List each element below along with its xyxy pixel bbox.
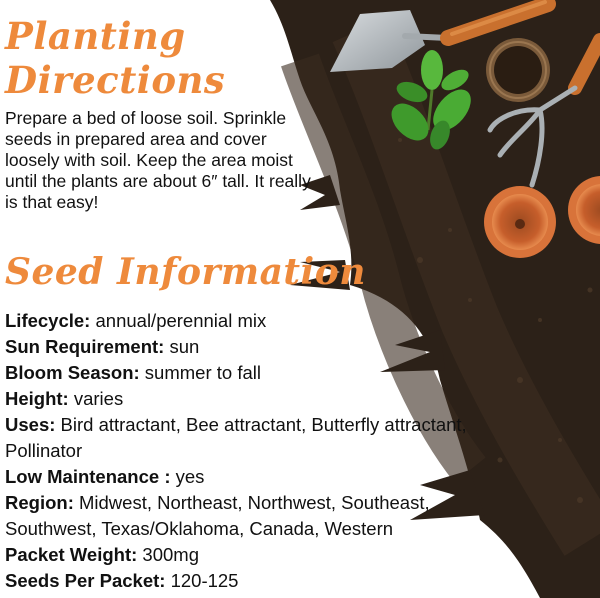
info-label: Region: (5, 492, 74, 513)
info-label: Low Maintenance : (5, 466, 171, 487)
info-value: summer to fall (139, 362, 261, 383)
info-value: varies (68, 388, 124, 409)
info-bloom-season (5, 360, 475, 386)
planting-title-line1: Planting (5, 14, 186, 58)
info-label: Seeds Per Packet: (5, 570, 166, 591)
info-label: Height: (5, 388, 69, 409)
info-label: Packet Weight: (5, 544, 138, 565)
info-seeds-per-packet (5, 568, 475, 594)
info-label: Sun Requirement: (5, 336, 165, 357)
info-uses (5, 412, 475, 464)
info-value: sun (164, 336, 200, 357)
info-value: Bird attractant, Bee attractant, Butterfly attractant, Pollinator (5, 414, 467, 461)
info-value: 120-125 (165, 570, 239, 591)
planting-directions-title (5, 14, 265, 102)
info-label: Lifecycle: (5, 310, 91, 331)
info-value: annual/perennial mix (90, 310, 267, 331)
info-region (5, 490, 475, 542)
info-value: yes (170, 466, 205, 487)
info-low-maintenance (5, 464, 475, 490)
info-value: 300mg (137, 544, 199, 565)
info-label: Bloom Season: (5, 362, 140, 383)
info-lifecycle (5, 308, 475, 334)
info-label: Uses: (5, 414, 56, 435)
seed-information-title: Seed Information (5, 251, 366, 293)
info-packet-weight (5, 542, 475, 568)
planting-title-line2: Directions (5, 58, 226, 102)
info-height (5, 386, 475, 412)
info-sun-requirement (5, 334, 475, 360)
planting-directions-text: Prepare a bed of loose soil. Sprinkle seeds in prepared area and cover loosely with soil. Keep the area moist until the plants are about 6″ tall. It really is that easy! (5, 108, 311, 212)
info-value: Midwest, Northeast, Northwest, Southeast, Southwest, Texas/Oklahoma, Canada, Western (5, 492, 430, 539)
seed-info-list (5, 308, 475, 594)
